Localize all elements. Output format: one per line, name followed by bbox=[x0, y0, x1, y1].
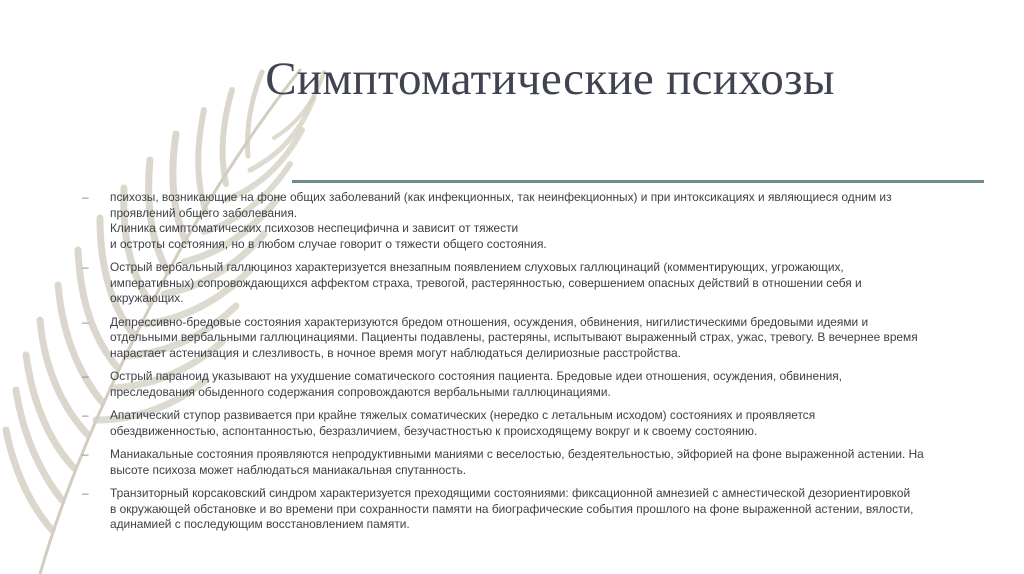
list-item bbox=[80, 447, 990, 478]
list-item-text: Острый вербальный галлюциноз характеризуется внезапным появлением слуховых галлюцинаций (комментирующих, угрожающих, императивных) сопровождающихся аффектом страха, тревогой, растерянностью, совершением опасных действий в отношении себя и окружающих. bbox=[110, 260, 862, 305]
bullet-dash: – bbox=[82, 408, 89, 422]
list-item-text: Апатический ступор развивается при крайне тяжелых соматических (нередко с летальным исходом) состояниях и проявляется обездвиженностью, аспонтанностью, безразличием, безучастностью к происходящему вокруг и к своему состоянию. bbox=[110, 408, 816, 438]
list-item bbox=[80, 315, 990, 362]
bullet-dash: – bbox=[82, 369, 89, 383]
list-item bbox=[80, 486, 990, 533]
bullet-dash: – bbox=[82, 260, 89, 274]
title-divider bbox=[292, 180, 984, 183]
list-item-text: психозы, возникающие на фоне общих заболеваний (как инфекционных, так неинфекционных) и при интоксикациях и являющиеся одним из проявлений общего заболевания. Клиника симптоматических психозов неспецифична и зависит от тяжести и остроты состояния, но в любом случае говорит о тяжести общего состояния. bbox=[110, 190, 892, 251]
list-item bbox=[80, 190, 990, 252]
list-item-text: Маниакальные состояния проявляются непродуктивными маниями с веселостью, бездеятельностью, эйфорией на фоне выраженной астении. На высоте психоза может наблюдаться маниакальная спутанность. bbox=[110, 447, 924, 477]
bullet-dash: – bbox=[82, 486, 89, 500]
list-item-text: Транзиторный корсаковский синдром характеризуется преходящими состояниями: фиксационной амнезией с амнестической дезориентировкой в окружающей обстановке и во времени при сохранности памяти на биографические события прошлого на фоне выраженной астении, вялости, адинамией с последующим восстановлением памяти. bbox=[110, 486, 914, 531]
list-item bbox=[80, 408, 990, 439]
bullet-dash: – bbox=[82, 447, 89, 461]
list-item-text: Депрессивно-бредовые состояния характеризуются бредом отношения, осуждения, обвинения, нигилистическими бредовыми идеями и отдельными вербальными галлюцинациями. Пациенты подавлены, растеряны, испытывают выраженный страх, ужас, тревогу. В вечернее время нарастает астенизация и слезливость, в ночное время могут наблюдаться делириозные расстройства. bbox=[110, 314, 918, 360]
slide-title: Симптоматические психозы bbox=[265, 53, 835, 105]
bullet-dash: – bbox=[82, 190, 89, 204]
bullet-list bbox=[80, 190, 990, 541]
list-item bbox=[80, 260, 990, 307]
bullet-dash: – bbox=[82, 314, 89, 329]
list-item-text: Острый параноид указывают на ухудшение соматического состояния пациента. Бредовые идеи отношения, осуждения, обвинения, преследования обыденного содержания сопровождаются вербальными галлюцинациями. bbox=[110, 369, 843, 399]
list-item bbox=[80, 369, 990, 400]
